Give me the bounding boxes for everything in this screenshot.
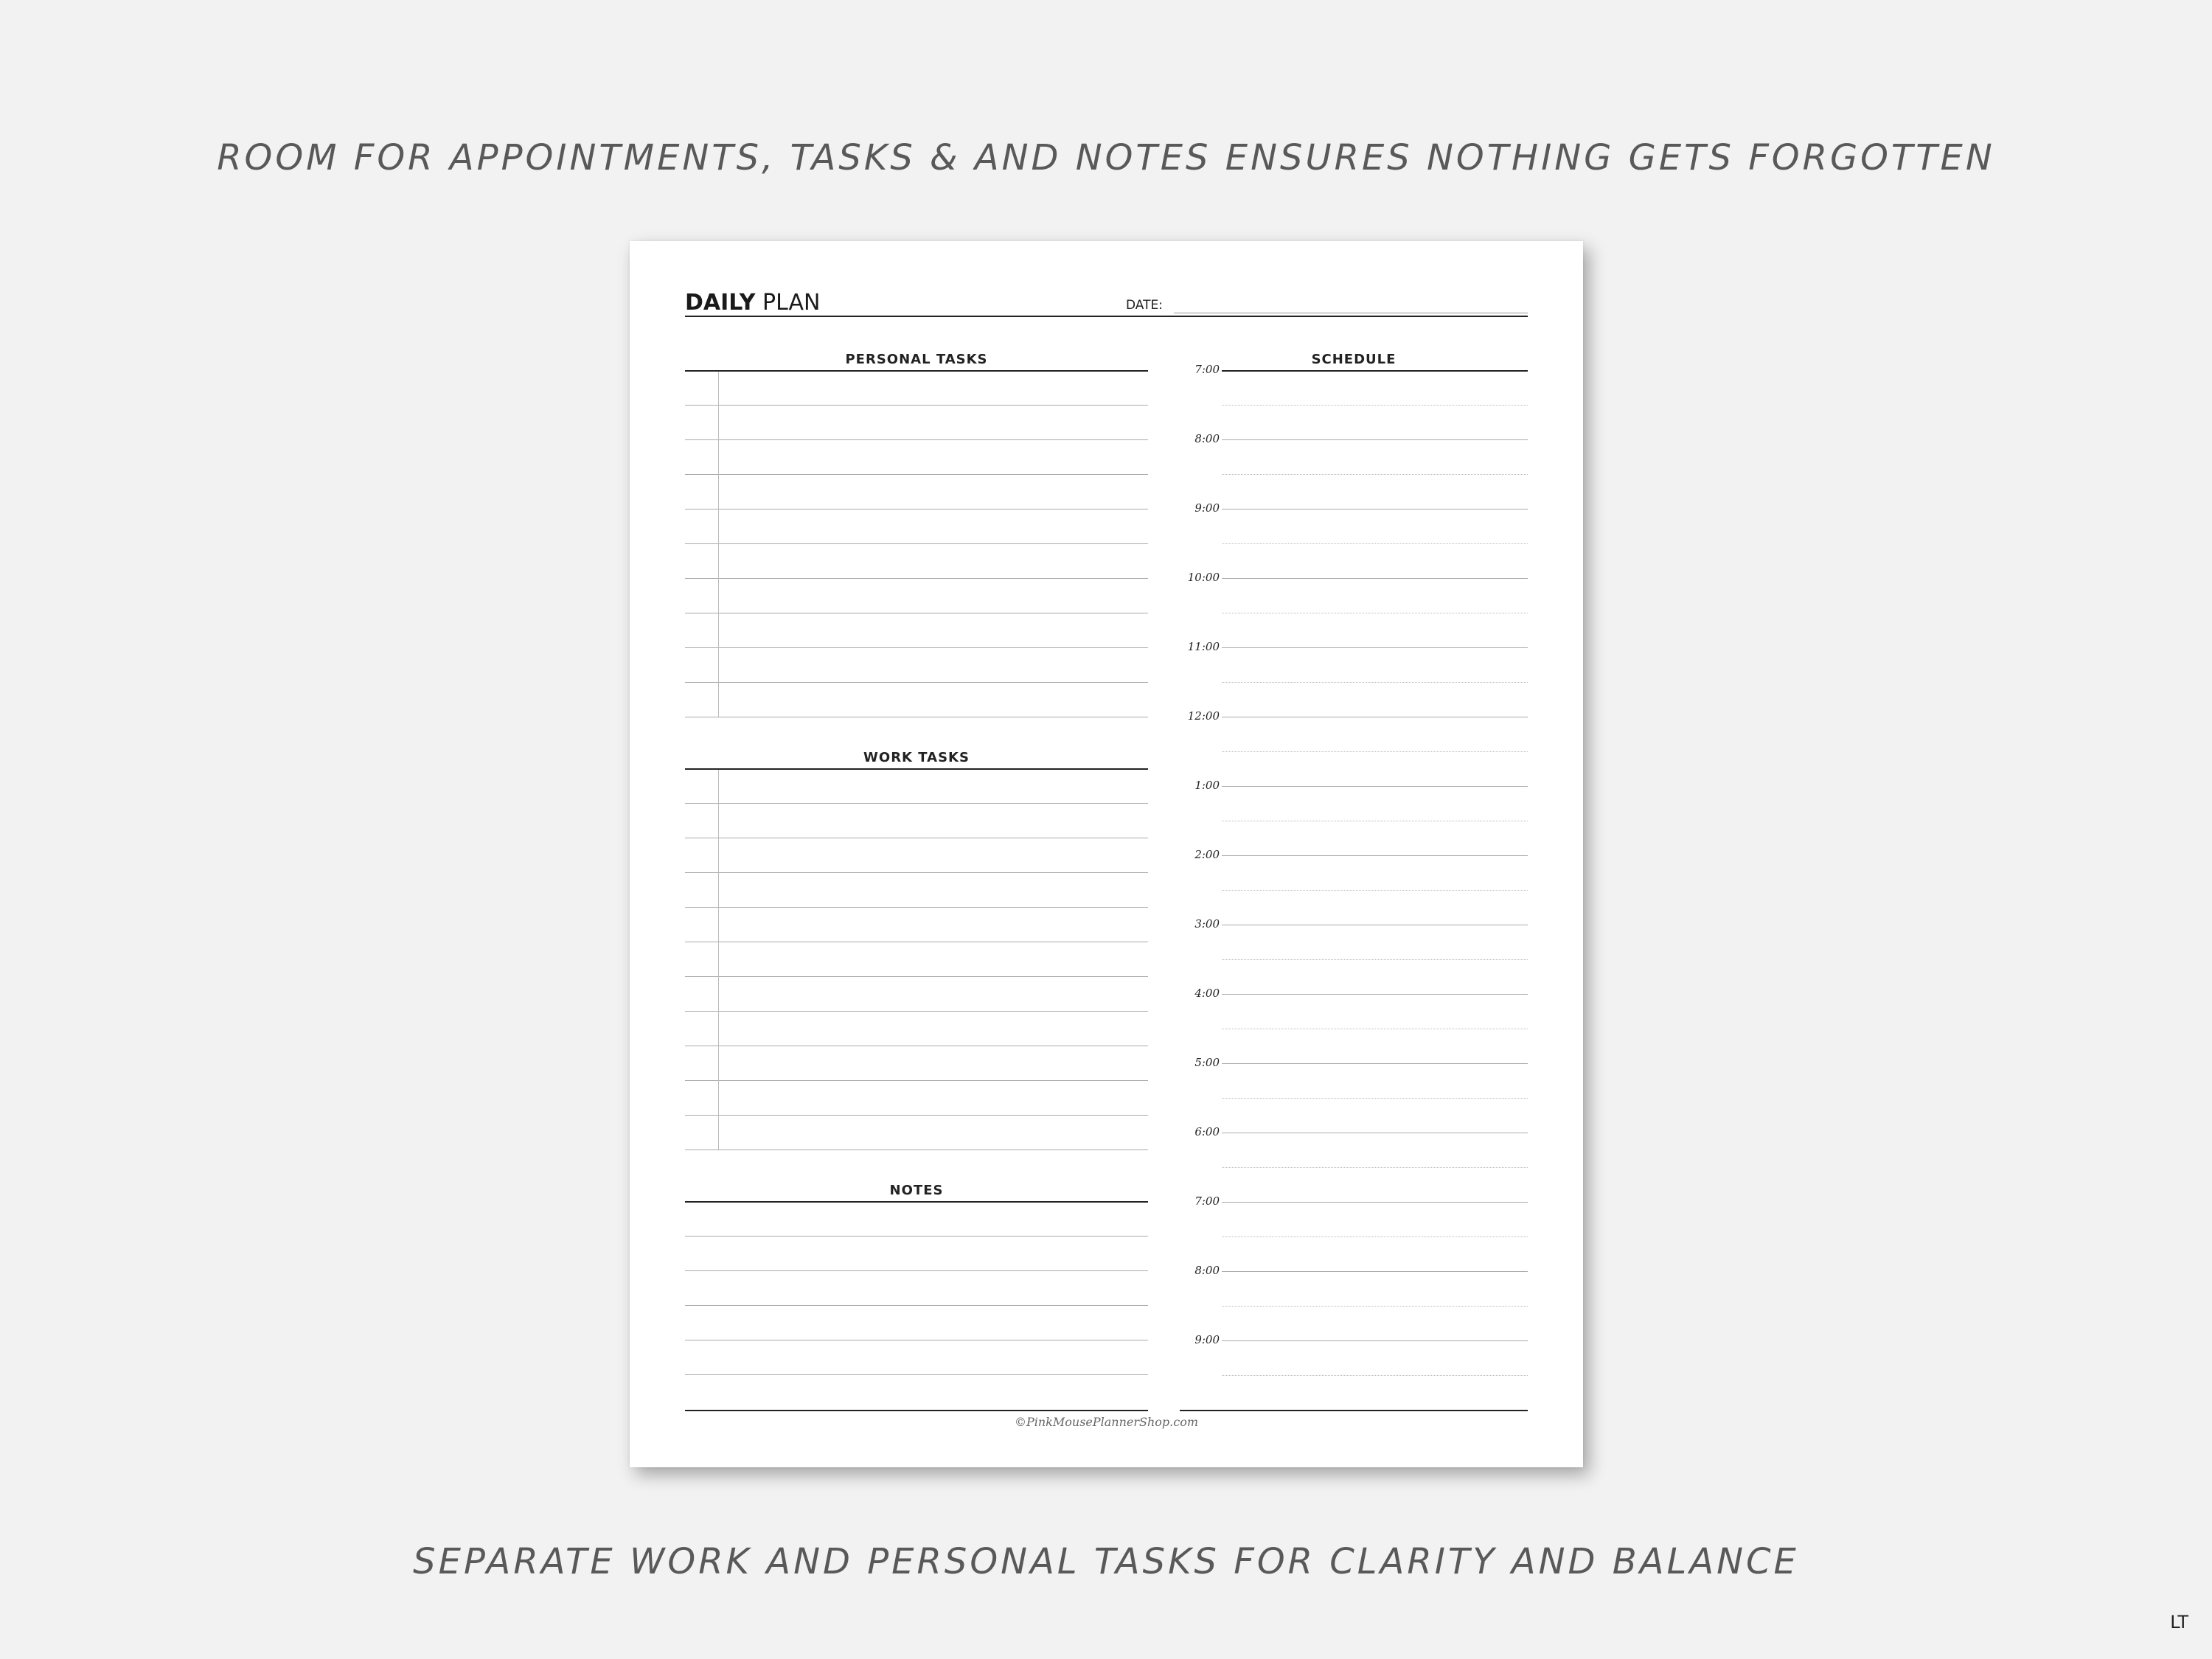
schedule-time-label: 3:00 bbox=[1194, 917, 1220, 931]
planner-page bbox=[630, 241, 1583, 1467]
bottom-caption: SEPARATE WORK AND PERSONAL TASKS FOR CLARITY AND BALANCE bbox=[413, 1541, 1799, 1582]
personal-task-line bbox=[685, 543, 1148, 544]
schedule-time-label: 7:00 bbox=[1194, 363, 1220, 376]
schedule-time-label: 12:00 bbox=[1187, 709, 1220, 723]
schedule-half-hour-line bbox=[1222, 890, 1528, 891]
work-task-line bbox=[685, 1115, 1148, 1116]
notes-bottom-rule bbox=[685, 1410, 1148, 1411]
schedule-time-label: 4:00 bbox=[1194, 987, 1220, 1000]
page-title bbox=[685, 290, 820, 316]
schedule-header-rule bbox=[1222, 370, 1528, 372]
schedule-hour-line bbox=[1222, 1202, 1528, 1203]
schedule-bottom-rule bbox=[1180, 1410, 1528, 1411]
schedule-time-label: 6:00 bbox=[1194, 1125, 1220, 1138]
personal-task-line bbox=[685, 578, 1148, 579]
notes-line bbox=[685, 1236, 1148, 1237]
personal-task-line bbox=[685, 474, 1148, 475]
work-task-line bbox=[685, 872, 1148, 873]
schedule-half-hour-line bbox=[1222, 543, 1528, 544]
schedule-time-label: 5:00 bbox=[1194, 1056, 1220, 1069]
notes-heading: NOTES bbox=[889, 1183, 944, 1198]
schedule-half-hour-line bbox=[1222, 1098, 1528, 1099]
notes-header-rule bbox=[685, 1201, 1148, 1203]
schedule-hour-line bbox=[1222, 1340, 1528, 1341]
personal-task-line bbox=[685, 682, 1148, 683]
schedule-hour-line bbox=[1222, 1271, 1528, 1272]
personal-task-line bbox=[685, 647, 1148, 648]
schedule-hour-line bbox=[1222, 647, 1528, 648]
schedule-time-label: 7:00 bbox=[1194, 1194, 1220, 1208]
schedule-time-label: 9:00 bbox=[1194, 501, 1220, 515]
schedule-hour-line bbox=[1222, 994, 1528, 995]
schedule-half-hour-line bbox=[1222, 1306, 1528, 1307]
work-task-line bbox=[685, 907, 1148, 908]
work-task-line bbox=[685, 1080, 1148, 1081]
schedule-half-hour-line bbox=[1222, 959, 1528, 960]
schedule-time-label: 10:00 bbox=[1187, 571, 1220, 584]
schedule-half-hour-line bbox=[1222, 1375, 1528, 1376]
schedule-half-hour-line bbox=[1222, 1167, 1528, 1168]
corner-label: LT bbox=[2170, 1612, 2188, 1632]
work-task-line bbox=[685, 976, 1148, 977]
credit-text: ©PinkMousePlannerShop.com bbox=[1014, 1415, 1199, 1429]
personal-task-line bbox=[685, 405, 1148, 406]
schedule-hour-line bbox=[1222, 1063, 1528, 1064]
schedule-half-hour-line bbox=[1222, 751, 1528, 752]
work-header-rule bbox=[685, 768, 1148, 770]
schedule-hour-line bbox=[1222, 439, 1528, 440]
work-tasks-heading: WORK TASKS bbox=[863, 750, 970, 765]
schedule-hour-line bbox=[1222, 786, 1528, 787]
notes-line bbox=[685, 1305, 1148, 1306]
personal-header-rule bbox=[685, 370, 1148, 372]
top-caption: ROOM FOR APPOINTMENTS, TASKS & AND NOTES ENSURES NOTHING GETS FORGOTTEN bbox=[217, 137, 1995, 178]
schedule-time-label: 9:00 bbox=[1194, 1333, 1220, 1346]
schedule-half-hour-line bbox=[1222, 405, 1528, 406]
title-bold: DAILY bbox=[685, 290, 756, 316]
work-checkbox-divider bbox=[718, 770, 719, 1150]
work-task-line bbox=[685, 803, 1148, 804]
work-task-line bbox=[685, 1011, 1148, 1012]
schedule-hour-line bbox=[1222, 578, 1528, 579]
personal-task-line bbox=[685, 439, 1148, 440]
schedule-time-label: 1:00 bbox=[1194, 779, 1220, 792]
schedule-half-hour-line bbox=[1222, 682, 1528, 683]
notes-line bbox=[685, 1270, 1148, 1271]
schedule-heading: SCHEDULE bbox=[1311, 352, 1397, 367]
schedule-half-hour-line bbox=[1222, 474, 1528, 475]
personal-checkbox-divider bbox=[718, 372, 719, 717]
date-label: DATE: bbox=[1126, 298, 1163, 313]
schedule-time-label: 8:00 bbox=[1194, 1264, 1220, 1277]
schedule-time-label: 8:00 bbox=[1194, 432, 1220, 445]
schedule-hour-line bbox=[1222, 855, 1528, 856]
notes-line bbox=[685, 1374, 1148, 1375]
title-light: PLAN bbox=[762, 290, 821, 316]
schedule-time-label: 2:00 bbox=[1194, 848, 1220, 861]
schedule-time-label: 11:00 bbox=[1187, 640, 1220, 653]
personal-tasks-heading: PERSONAL TASKS bbox=[845, 352, 988, 367]
title-underline bbox=[685, 316, 1528, 317]
